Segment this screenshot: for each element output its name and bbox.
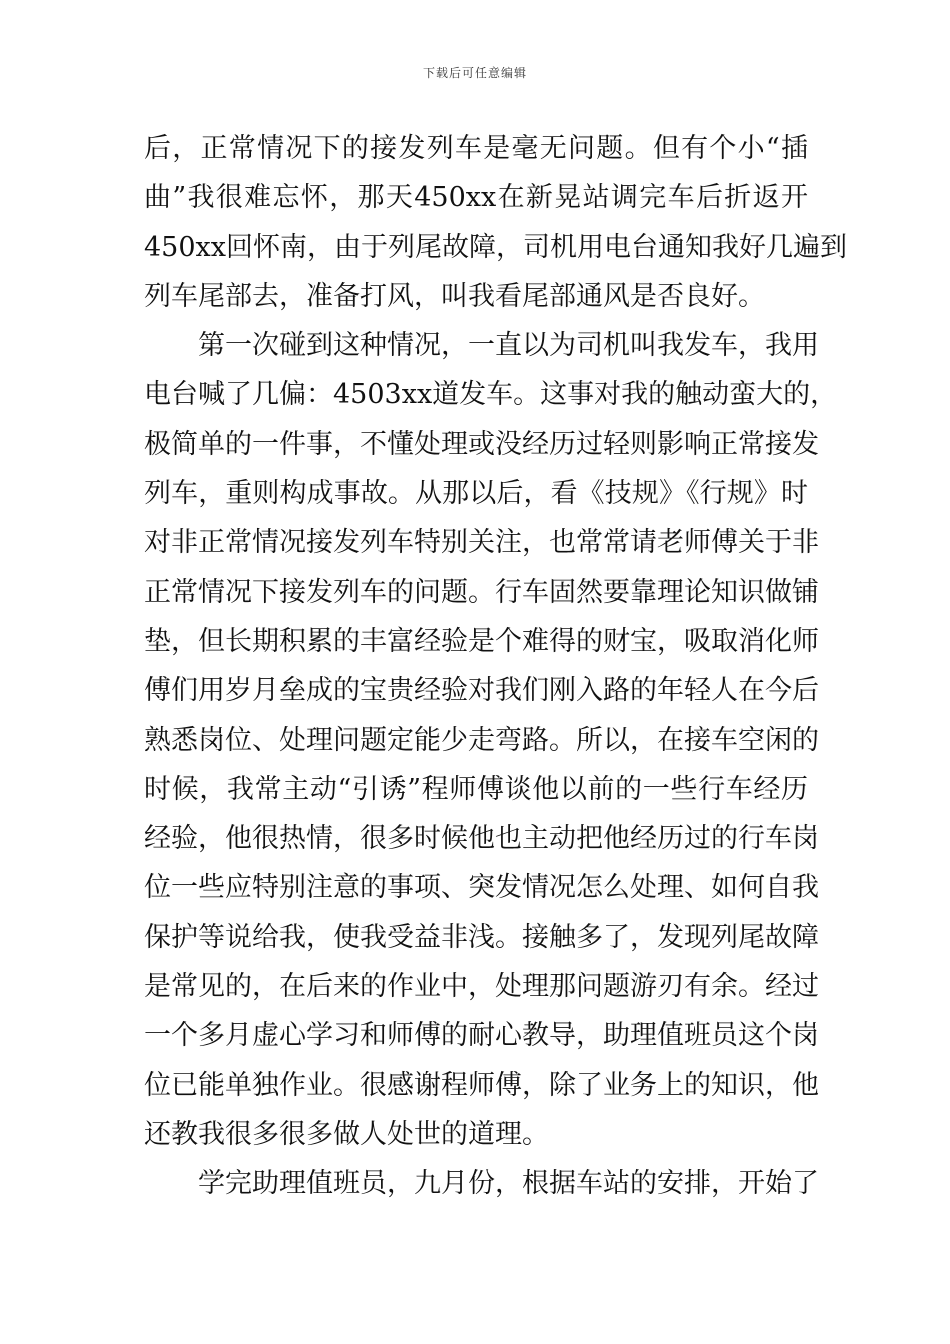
text-line: 还教我很多很多做人处世的道理。 xyxy=(144,1118,549,1150)
text-line: 保护等说给我，使我受益非浅。接触多了，发现列尾故障 xyxy=(144,921,819,953)
text-line: 正常情况下接发列车的问题。行车固然要靠理论知识做铺 xyxy=(144,576,819,608)
text-line: 第一次碰到这种情况，一直以为司机叫我发车，我用 xyxy=(144,330,819,362)
text-line: 位一些应特别注意的事项、突发情况怎么处理、如何自我 xyxy=(144,872,819,904)
paragraph-3 xyxy=(144,1159,819,1208)
text-line: 电台喊了几偏：4503xx道发车。这事对我的触动蛮大的， xyxy=(144,379,838,411)
text-line: 对非正常情况接发列车特别关注，也常常请老师傅关于非 xyxy=(144,527,819,559)
text-line: 列车尾部去，准备打风，叫我看尾部通风是否良好。 xyxy=(144,280,765,312)
paragraph-1 xyxy=(144,124,847,321)
text-line: 傅们用岁月垒成的宝贵经验对我们刚入路的年轻人在今后 xyxy=(144,675,819,707)
text-line: 学完助理值班员，九月份，根据车站的安排，开始了 xyxy=(144,1168,819,1200)
document-body xyxy=(144,124,847,1209)
text-line: 列车，重则构成事故。从那以后，看《技规》《行规》时 xyxy=(144,478,808,510)
text-line: 一个多月虚心学习和师傅的耐心教导，助理值班员这个岗 xyxy=(144,1020,819,1052)
text-line: 450xx回怀南，由于列尾故障，司机用电台通知我好几遍到 xyxy=(144,231,847,263)
text-line: 极简单的一件事，不懂处理或没经历过轻则影响正常接发 xyxy=(144,428,819,460)
text-line: 位已能单独作业。很感谢程师傅，除了业务上的知识，他 xyxy=(144,1069,819,1101)
text-line: 熟悉岗位、处理问题定能少走弯路。所以，在接车空闲的 xyxy=(144,724,819,756)
text-line: 是常见的，在后来的作业中，处理那问题游刃有余。经过 xyxy=(144,971,819,1003)
text-line: 垫，但长期积累的丰富经验是个难得的财宝，吸取消化师 xyxy=(144,625,819,657)
page-header: 下载后可任意编辑 xyxy=(422,66,527,80)
paragraph-2 xyxy=(144,321,838,1159)
text-line: 曲”我很难忘怀，那天450xx在新晃站调完车后折返开 xyxy=(144,182,808,214)
text-line: 后，正常情况下的接发列车是毫无问题。但有个小“插 xyxy=(144,133,808,164)
text-line: 时候，我常主动“引诱”程师傅谈他以前的一些行车经历 xyxy=(144,773,808,805)
text-line: 经验，他很热情，很多时候他也主动把他经历过的行车岗 xyxy=(144,823,819,855)
